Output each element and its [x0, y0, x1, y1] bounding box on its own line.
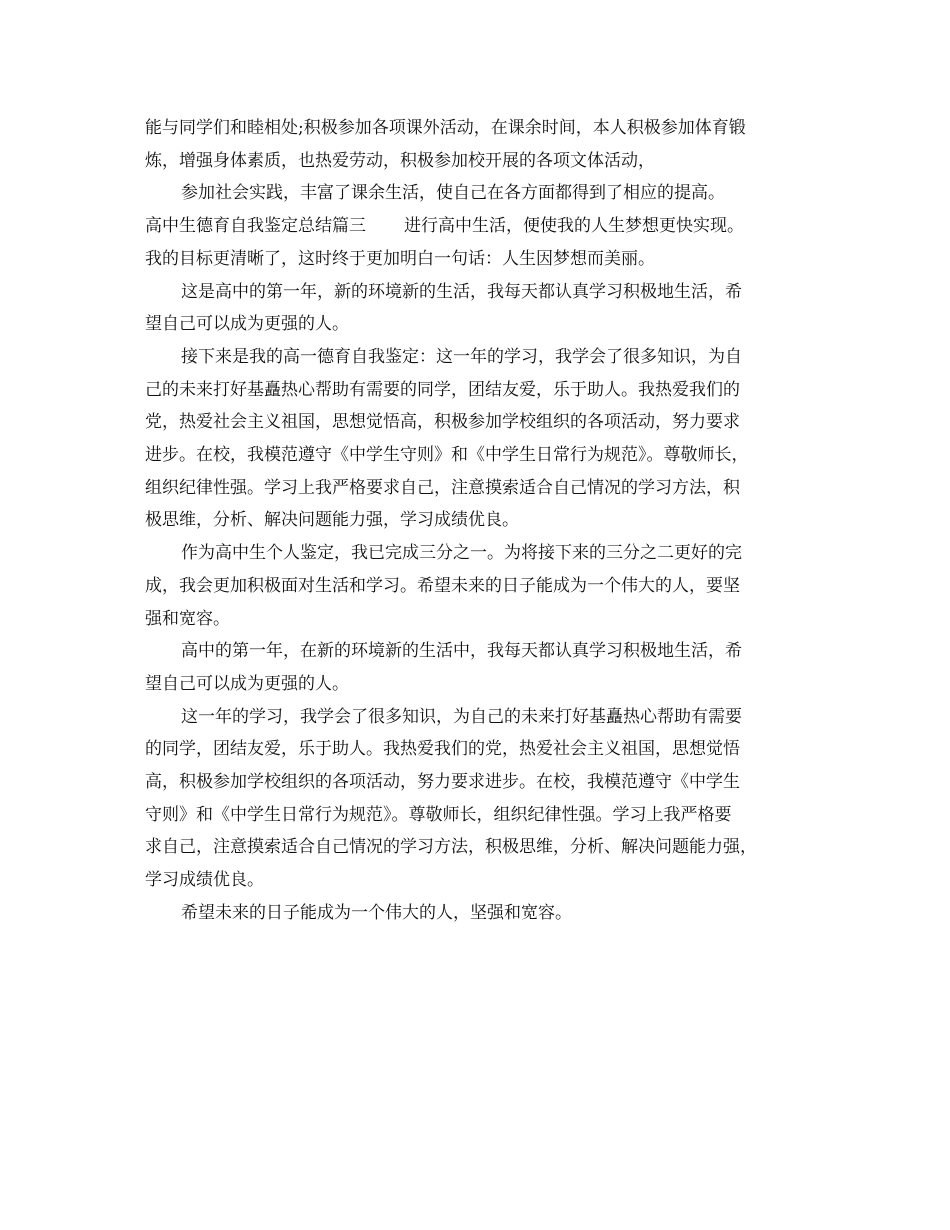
- document-page: [145, 112, 809, 930]
- text-line: 进步。在校，我模范遵守《中学生守则》和《中学生日常行为规范》。尊敬师长，: [145, 445, 749, 466]
- text-line: 学习成绩优良。: [145, 870, 264, 891]
- text-line: 的同学，团结友爱，乐于助人。我热爱我们的党，热爱社会主义祖国，思想觉悟: [145, 739, 740, 760]
- section-title: 高中生德育自我鉴定总结篇三: [145, 216, 366, 237]
- text-line: 强和宽容。: [145, 608, 230, 629]
- text-line: 望自己可以成为更强的人。: [145, 673, 349, 694]
- text-line: 能与同学们和睦相处;积极参加各项课外活动，在课余时间，本人积极参加体育锻: [145, 118, 746, 138]
- text-line: 希望未来的日子能成为一个伟大的人，坚强和宽容。: [181, 902, 572, 923]
- section-first-line: 进行高中生活，便使我的人生梦想更快实现。: [404, 216, 744, 237]
- text-line: 这一年的学习，我学会了很多知识，为自己的未来打好基矗热心帮助有需要: [181, 706, 742, 727]
- text-line: 我的目标更清晰了，这时终于更加明白一句话：人生因梦想而美丽。: [145, 248, 655, 269]
- text-line: 接下来是我的高一德育自我鉴定：这一年的学习，我学会了很多知识，为自: [181, 346, 742, 367]
- text-line: 高，积极参加学校组织的各项活动，努力要求进步。在校，我模范遵守《中学生: [145, 772, 740, 793]
- text-line: 炼，增强身体素质，也热爱劳动，积极参加校开展的各项文体活动，: [145, 150, 655, 171]
- text-line: 作为高中生个人鉴定，我已完成三分之一。为将接下来的三分之二更好的完: [181, 543, 742, 564]
- text-line: 组织纪律性强。学习上我严格要求自己，注意摸索适合自己情况的学习方法，积: [145, 477, 740, 498]
- text-line: 高中的第一年，在新的环境新的生活中，我每天都认真学习积极地生活，希: [181, 641, 742, 662]
- text-line: 极思维，分析、解决问题能力强，学习成绩优良。: [145, 510, 519, 531]
- text-line: 参加社会实践，丰富了课余生活，使自己在各方面都得到了相应的提高。: [181, 183, 725, 204]
- text-line: 党，热爱社会主义祖国，思想觉悟高，积极参加学校组织的各项活动，努力要求: [145, 412, 740, 433]
- text-line: 望自己可以成为更强的人。: [145, 314, 349, 335]
- text-line: 求自己，注意摸索适合自己情况的学习方法，积极思维，分析、解决问题能力强，: [145, 837, 757, 858]
- text-line: 这是高中的第一年，新的环境新的生活，我每天都认真学习积极地生活，希: [181, 281, 742, 302]
- text-line: 守则》和《中学生日常行为规范》。尊敬师长，组织纪律性强。学习上我严格要: [145, 804, 732, 825]
- section-heading-line: [145, 210, 809, 243]
- text-line: 成，我会更加积极面对生活和学习。希望未来的日子能成为一个伟大的人，要坚: [145, 575, 740, 596]
- text-line: 己的未来打好基矗热心帮助有需要的同学，团结友爱，乐于助人。我热爱我们的: [145, 379, 740, 400]
